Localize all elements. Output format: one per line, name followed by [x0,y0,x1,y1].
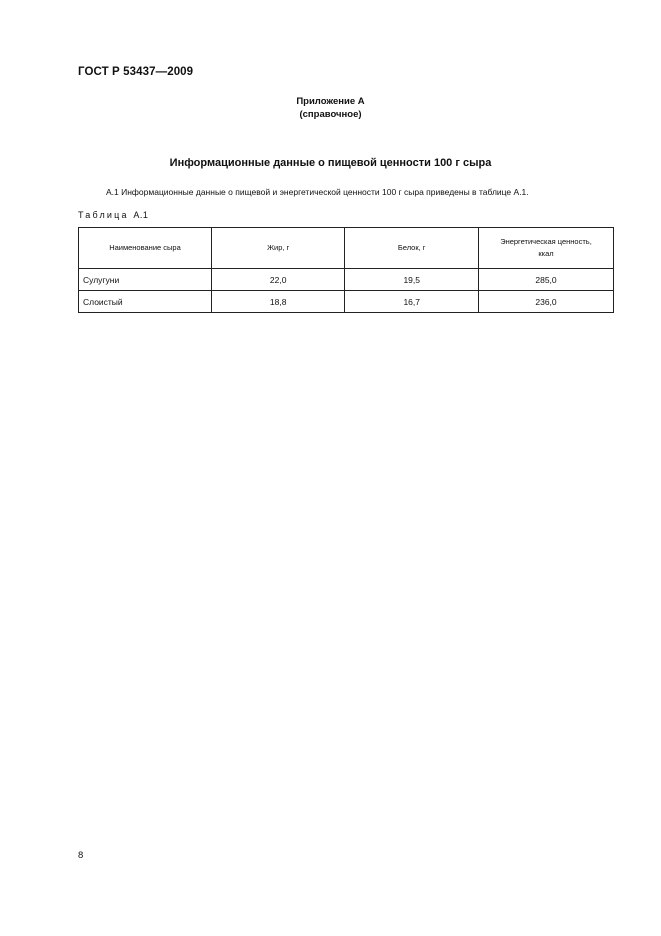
table-caption [78,210,148,220]
table-row [79,269,614,291]
section-title: Информационные данные о пищевой ценности 100 г сыра [169,157,492,169]
cell-protein: 19,5 [345,269,479,291]
cell-cheese-name: Слоистый [79,291,212,313]
cell-energy: 285,0 [479,269,614,291]
header-fat: Жир, г [211,228,344,269]
table-caption-number: А.1 [133,210,149,220]
table-row [79,291,614,313]
cell-energy: 236,0 [479,291,614,313]
cell-fat: 22,0 [211,269,344,291]
document-code: ГОСТ Р 53437—2009 [78,66,194,78]
paragraph-a1: А.1 Информационные данные о пищевой и энергетической ценности 100 г сыра приведены в таблице А.1. [106,187,529,197]
header-energy [479,228,614,269]
appendix-title: Приложение А [296,96,365,107]
header-cheese-name: Наименование сыра [79,228,212,269]
appendix-type: (справочное) [299,109,362,120]
header-energy-line1: Энергетическая ценность, [500,237,592,246]
cell-fat: 18,8 [211,291,344,313]
header-energy-line2: ккал [538,249,554,258]
table-header-row [79,228,614,269]
table-caption-label: Таблица [78,210,129,220]
cell-cheese-name: Сулугуни [79,269,212,291]
cell-protein: 16,7 [345,291,479,313]
nutrition-table [78,227,614,313]
header-protein: Белок, г [345,228,479,269]
page-number: 8 [78,850,84,861]
